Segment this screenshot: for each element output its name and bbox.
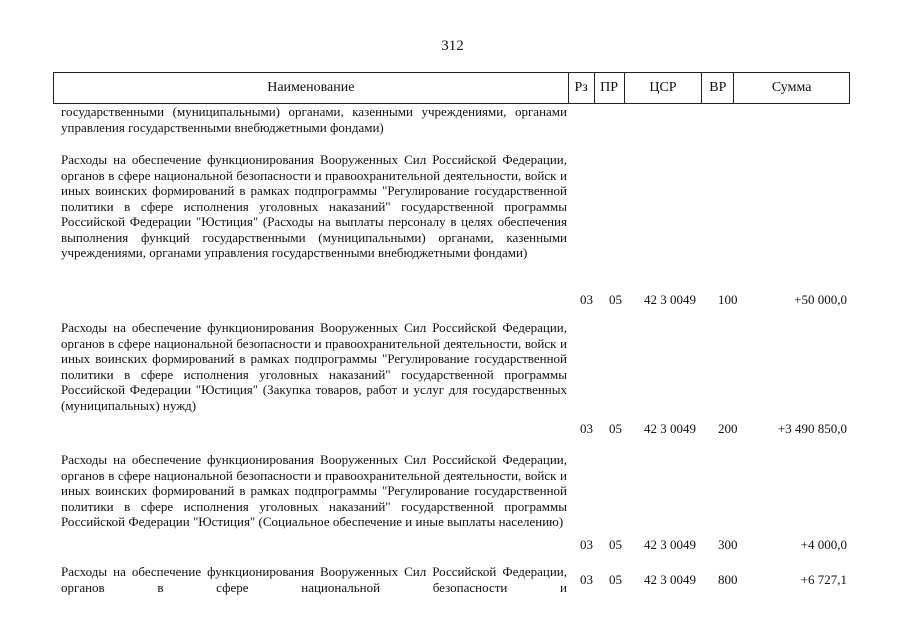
row-sum: +6 727,1: [800, 572, 847, 587]
row-pr: 05: [609, 421, 622, 436]
page-number: 312: [441, 38, 464, 54]
row-rz: 03: [580, 537, 593, 552]
row-vr: 200: [718, 421, 738, 436]
row-pr: 05: [609, 537, 622, 552]
row-vr: 800: [718, 572, 738, 587]
table-row: [61, 152, 851, 307]
row-rz: 03: [580, 292, 593, 307]
row-sum: +3 490 850,0: [777, 421, 847, 436]
row-csr: 42 3 0049: [644, 572, 696, 587]
row-rz: 03: [580, 572, 593, 587]
table-header: [53, 72, 850, 104]
row-vr: 300: [718, 537, 738, 552]
table-row: [61, 320, 851, 444]
continuation-text: государственными (муниципальными) органами, казенными учреждениями, органами управления государственными внебюджетными фондами): [61, 104, 567, 135]
table-row: [61, 452, 851, 554]
row-csr: 42 3 0049: [644, 421, 696, 436]
row-sum: +50 000,0: [794, 292, 847, 307]
row-csr: 42 3 0049: [644, 292, 696, 307]
row-name: Расходы на обеспечение функционирования Вооруженных Сил Российской Федерации, органов в сфере национальной безопасности и правоохранительной деятельности, войск и иных воинских формирований в рамках подпрограммы "Регулирование государственной политики в сфере исполнения уголовных наказаний" государственной программы Российской Федерации "Юстиция" (Закупка товаров, работ и услуг для государственных (муниципальных) нужд): [61, 320, 567, 413]
row-pr: 05: [609, 572, 622, 587]
row-pr: 05: [609, 292, 622, 307]
row-rz: 03: [580, 421, 593, 436]
header-rz: Рз: [569, 73, 595, 103]
header-name: Наименование: [54, 73, 569, 103]
header-sum: Сумма: [771, 80, 812, 95]
row-name: Расходы на обеспечение функционирования Вооруженных Сил Российской Федерации, органов в сфере национальной безопасности и правоохранительной деятельности, войск и иных воинских формирований в рамках подпрограммы "Регулирование государственной политики в сфере исполнения уголовных наказаний" государственной программы Российской Федерации "Юстиция" (Социальное обеспечение и иные выплаты населению): [61, 452, 567, 529]
row-sum: +4 000,0: [800, 537, 847, 552]
table-row: [61, 564, 851, 604]
row-name: Расходы на обеспечение функционирования Вооруженных Сил Российской Федерации, органов в сфере национальной безопасности и: [61, 564, 567, 595]
row-name: Расходы на обеспечение функционирования Вооруженных Сил Российской Федерации, органов в сфере национальной безопасности и правоохранительной деятельности, войск и иных воинских формирований в рамках подпрограммы "Регулирование государственной политики в сфере исполнения уголовных наказаний" государственной программы Российской Федерации "Юстиция" (Расходы на выплаты персоналу в целях обеспечения выполнения функций государственными (муниципальными) органами, казенными учреждениями, органами управления государственными внебюджетными фондами): [61, 152, 567, 260]
header-vr: ВР: [702, 73, 734, 103]
row-csr: 42 3 0049: [644, 537, 696, 552]
row-vr: 100: [718, 292, 738, 307]
header-pr: ПР: [595, 73, 625, 103]
header-csr: ЦСР: [625, 73, 703, 103]
